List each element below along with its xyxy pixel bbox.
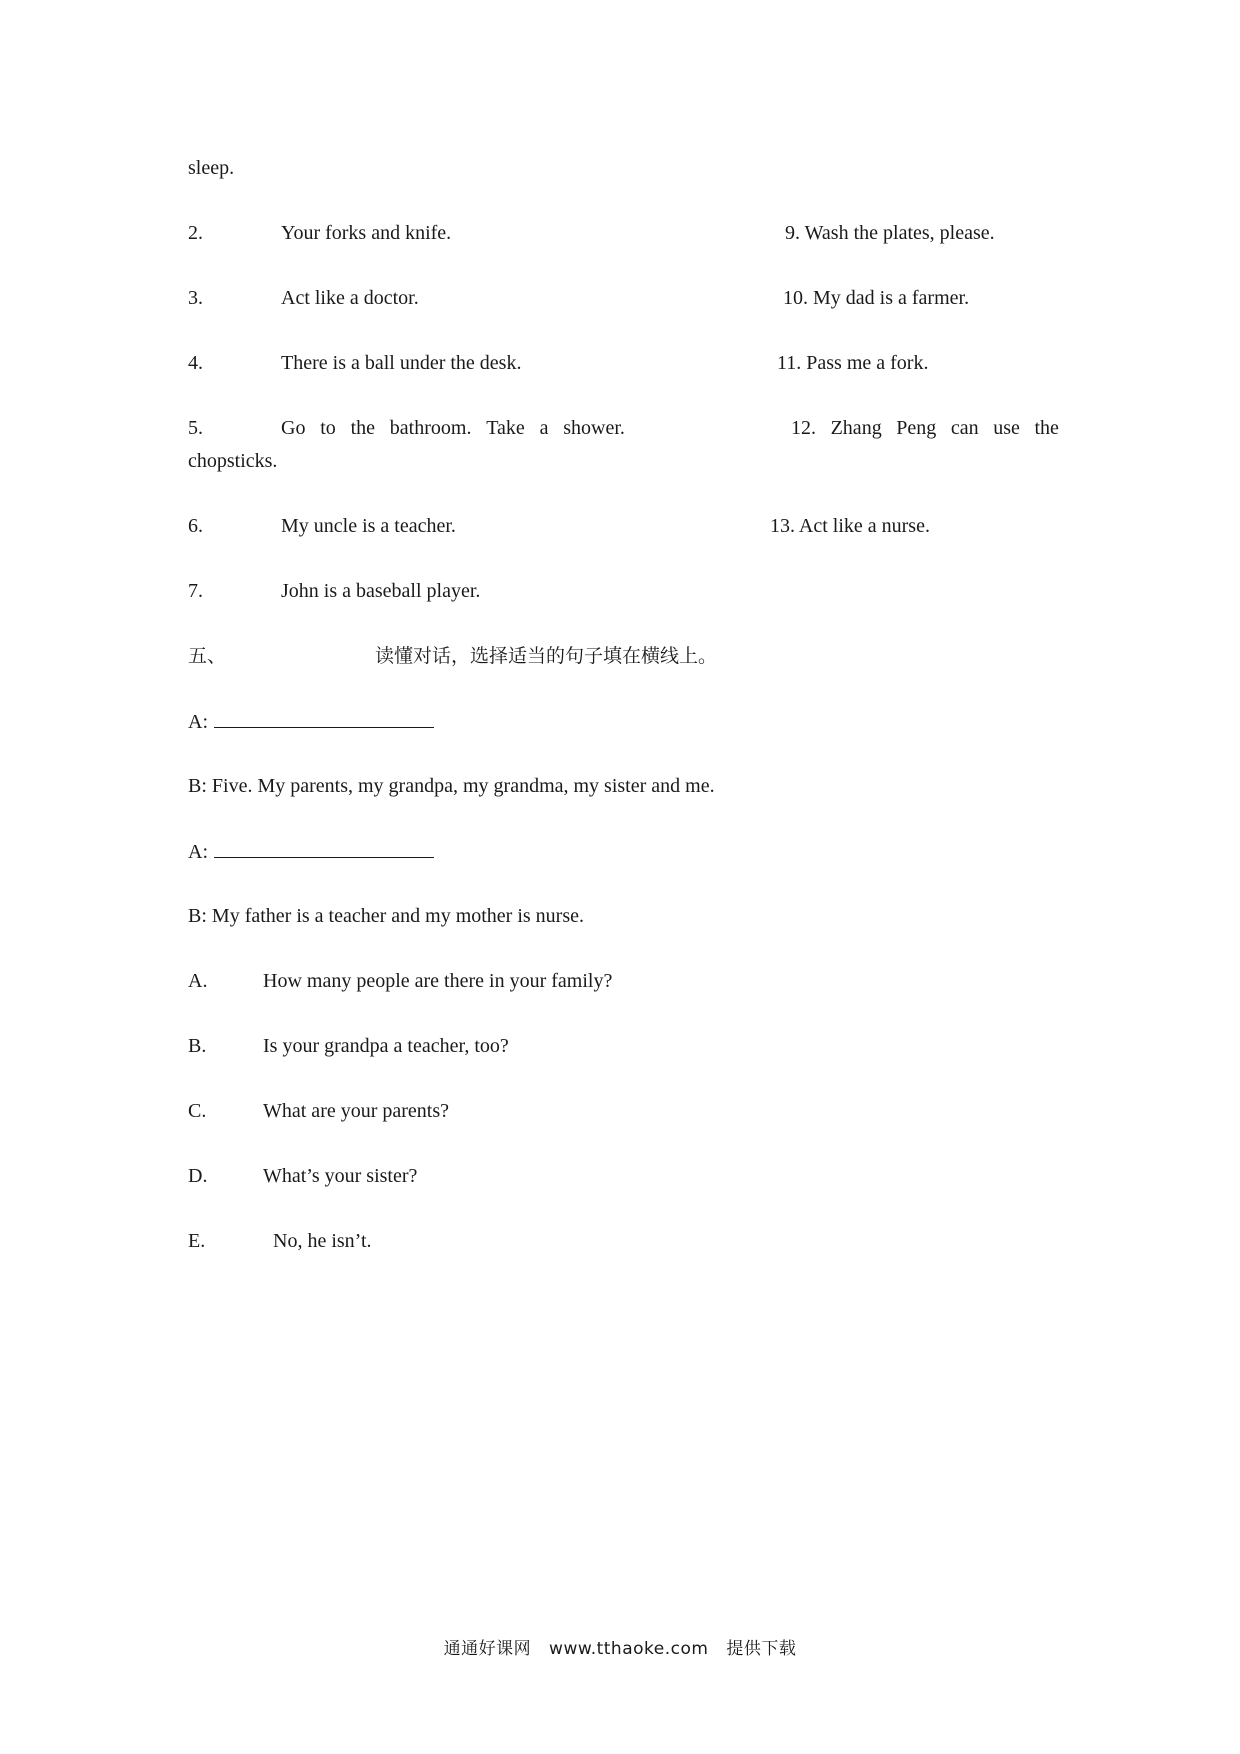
word: can: [950, 417, 979, 439]
item-text: 9. Wash the plates, please.: [785, 222, 995, 244]
item-text: 13. Act like a nurse.: [770, 515, 930, 537]
page-footer: [0, 1634, 1240, 1659]
option-letter: B.: [188, 1035, 207, 1057]
item-text: My uncle is a teacher.: [281, 515, 456, 537]
option-text: How many people are there in your family?: [263, 970, 613, 992]
word: the: [350, 417, 376, 439]
option-letter: D.: [188, 1165, 208, 1187]
item-number: 5.: [188, 417, 203, 439]
section-number: 五、: [188, 645, 227, 667]
section-instruction: 读懂对话，选择适当的句子填在横线上。: [375, 645, 718, 667]
item-number: 6.: [188, 515, 203, 537]
word: to: [320, 417, 336, 439]
item-number: 7.: [188, 580, 203, 602]
speaker: A:: [188, 841, 208, 863]
option-text: No, he isn’t.: [273, 1230, 372, 1252]
item-text: Act like a doctor.: [281, 287, 419, 309]
footer-url[interactable]: www.tthaoke.com: [549, 1639, 709, 1659]
word: Peng: [896, 417, 937, 439]
option-text: What are your parents?: [263, 1100, 450, 1122]
option-text: What’s your sister?: [263, 1165, 418, 1187]
dialogue-line-b2: [188, 904, 584, 928]
word: Go: [281, 417, 306, 439]
dialogue-line-b1: [188, 774, 715, 798]
word: 12.: [791, 417, 816, 439]
word: the: [1034, 417, 1059, 439]
item-text-wrap: chopsticks.: [188, 450, 278, 472]
word: bathroom.: [389, 417, 472, 439]
dialogue-line-a1: [188, 709, 434, 734]
item-text: 10. My dad is a farmer.: [783, 287, 970, 309]
item-text: John is a baseball player.: [281, 580, 481, 602]
option-letter: A.: [188, 970, 208, 992]
option-letter: C.: [188, 1100, 207, 1122]
speaker: B:: [188, 905, 207, 927]
item-number: 2.: [188, 222, 203, 244]
word: use: [993, 417, 1020, 439]
item-text: Your forks and knife.: [281, 222, 452, 244]
answer-blank[interactable]: [214, 709, 434, 728]
option-text: Is your grandpa a teacher, too?: [263, 1035, 509, 1057]
item-text: There is a ball under the desk.: [281, 352, 522, 374]
dialogue-text: My father is a teacher and my mother is nurse.: [211, 905, 585, 927]
word: a: [539, 417, 549, 439]
item-number: 4.: [188, 352, 203, 374]
continuation-text: sleep.: [188, 157, 235, 179]
dialogue-line-a2: [188, 839, 434, 864]
speaker: A:: [188, 711, 208, 733]
footer-suffix: 提供下载: [726, 1639, 797, 1659]
word: Take: [486, 417, 525, 439]
dialogue-text: Five. My parents, my grandpa, my grandma, my sister and me.: [211, 775, 715, 797]
answer-blank[interactable]: [214, 839, 434, 858]
item-number: 3.: [188, 287, 203, 309]
item-text: 11. Pass me a fork.: [777, 352, 929, 374]
footer-site-name: 通通好课网: [443, 1639, 532, 1659]
word: Zhang: [830, 417, 882, 439]
speaker: B:: [188, 775, 207, 797]
item-5-left-words: [281, 416, 625, 440]
word: shower.: [563, 417, 625, 439]
option-letter: E.: [188, 1230, 206, 1252]
item-12-words: [791, 416, 1059, 440]
